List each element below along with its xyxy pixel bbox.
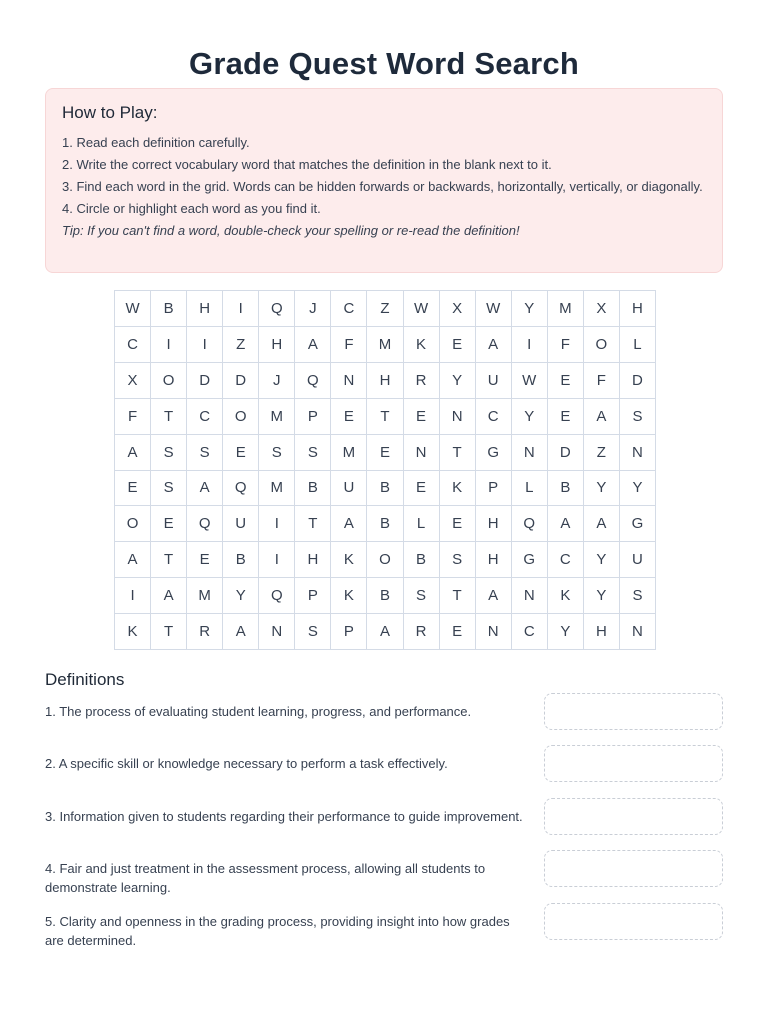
grid-cell[interactable]: Y (584, 578, 620, 614)
grid-cell[interactable]: S (259, 435, 295, 471)
answer-box[interactable] (544, 903, 723, 940)
grid-cell[interactable]: E (440, 327, 476, 363)
grid-cell[interactable]: W (404, 291, 440, 327)
grid-cell[interactable]: C (187, 399, 223, 435)
grid-cell[interactable]: S (151, 435, 187, 471)
grid-cell[interactable]: O (223, 399, 259, 435)
grid-cell[interactable]: N (512, 578, 548, 614)
step-item: 4. Circle or highlight each word as you find it. (62, 201, 321, 216)
how-to-play-steps (62, 133, 706, 218)
grid-cell[interactable]: I (187, 327, 223, 363)
grid-cell[interactable]: E (404, 399, 440, 435)
grid-cell[interactable]: S (404, 578, 440, 614)
grid-cell[interactable]: B (367, 471, 403, 507)
grid-cell[interactable]: D (548, 435, 584, 471)
grid-cell[interactable]: E (404, 471, 440, 507)
grid-cell[interactable]: W (476, 291, 512, 327)
grid-cell[interactable]: Q (295, 363, 331, 399)
grid-cell[interactable]: M (548, 291, 584, 327)
definition-text: 1. The process of evaluating student learning, progress, and performance. (45, 704, 472, 719)
grid-cell[interactable]: Y (223, 578, 259, 614)
grid-cell[interactable]: E (548, 399, 584, 435)
grid-cell[interactable]: A (115, 435, 151, 471)
grid-cell[interactable]: E (187, 542, 223, 578)
grid-cell[interactable]: B (548, 471, 584, 507)
answer-box[interactable] (544, 798, 723, 835)
grid-cell[interactable]: U (331, 471, 367, 507)
grid-cell[interactable]: T (151, 399, 187, 435)
grid-cell[interactable]: Q (223, 471, 259, 507)
grid-cell[interactable]: A (584, 399, 620, 435)
grid-cell[interactable]: C (115, 327, 151, 363)
grid-cell[interactable]: B (295, 471, 331, 507)
grid-cell[interactable]: X (115, 363, 151, 399)
grid-cell[interactable]: A (331, 506, 367, 542)
grid-cell[interactable]: E (440, 506, 476, 542)
grid-cell[interactable]: P (295, 399, 331, 435)
grid-cell[interactable]: K (331, 542, 367, 578)
grid-cell[interactable]: C (331, 291, 367, 327)
grid-cell[interactable]: M (331, 435, 367, 471)
word-search-grid[interactable] (114, 290, 656, 650)
grid-cell[interactable]: U (620, 542, 656, 578)
grid-cell[interactable]: Y (512, 291, 548, 327)
grid-cell[interactable]: O (151, 363, 187, 399)
grid-cell[interactable]: N (404, 435, 440, 471)
grid-cell[interactable]: P (331, 614, 367, 650)
grid-cell[interactable]: I (151, 327, 187, 363)
definition-text: 5. Clarity and openness in the grading process, providing insight into how grades are determined. (45, 914, 510, 948)
grid-cell[interactable]: S (151, 471, 187, 507)
grid-cell[interactable]: E (331, 399, 367, 435)
grid-cell[interactable]: W (115, 291, 151, 327)
grid-cell[interactable]: A (584, 506, 620, 542)
grid-cell[interactable]: D (620, 363, 656, 399)
grid-cell[interactable]: A (476, 578, 512, 614)
grid-cell[interactable]: Y (620, 471, 656, 507)
grid-cell[interactable]: A (187, 471, 223, 507)
grid-cell[interactable]: C (512, 614, 548, 650)
grid-cell[interactable]: T (440, 578, 476, 614)
grid-cell[interactable]: B (151, 291, 187, 327)
definition-text: 4. Fair and just treatment in the assessment process, allowing all students to demonstrate learning. (45, 861, 486, 895)
grid-cell[interactable]: Y (548, 614, 584, 650)
grid-cell[interactable]: Y (584, 542, 620, 578)
grid-cell[interactable]: A (151, 578, 187, 614)
grid-cell[interactable]: M (259, 471, 295, 507)
grid-cell[interactable]: C (548, 542, 584, 578)
step-item: 3. Find each word in the grid. Words can be hidden forwards or backwards, horizontally, vertically, or diagonally. (62, 179, 703, 194)
grid-cell[interactable]: S (295, 614, 331, 650)
grid-cell[interactable]: H (620, 291, 656, 327)
grid-cell[interactable]: K (404, 327, 440, 363)
grid-cell[interactable]: E (548, 363, 584, 399)
grid-cell[interactable]: M (259, 399, 295, 435)
grid-cell[interactable]: H (295, 542, 331, 578)
grid-cell[interactable]: E (115, 471, 151, 507)
grid-cell[interactable]: G (476, 435, 512, 471)
grid-cell[interactable]: B (404, 542, 440, 578)
grid-cell[interactable]: T (151, 614, 187, 650)
grid-cell[interactable]: K (115, 614, 151, 650)
grid-cell[interactable]: Z (367, 291, 403, 327)
grid-cell[interactable]: E (440, 614, 476, 650)
how-to-play-panel (45, 88, 723, 273)
grid-cell[interactable]: U (223, 506, 259, 542)
grid-cell[interactable]: H (476, 542, 512, 578)
tip-text: Tip: If you can't find a word, double-check your spelling or re-read the definition! (62, 223, 520, 238)
grid-cell[interactable]: T (367, 399, 403, 435)
grid-cell[interactable]: G (512, 542, 548, 578)
grid-cell[interactable]: S (187, 435, 223, 471)
grid-cell[interactable]: N (259, 614, 295, 650)
grid-cell[interactable]: J (295, 291, 331, 327)
grid-cell[interactable]: K (548, 578, 584, 614)
grid-cell[interactable]: N (440, 399, 476, 435)
grid-cell[interactable]: F (584, 363, 620, 399)
grid-cell[interactable]: E (223, 435, 259, 471)
grid-cell[interactable]: Z (584, 435, 620, 471)
page-title: Grade Quest Word Search (189, 46, 579, 81)
grid-cell[interactable]: D (187, 363, 223, 399)
grid-cell[interactable]: O (584, 327, 620, 363)
grid-cell[interactable]: L (620, 327, 656, 363)
grid-cell[interactable]: G (620, 506, 656, 542)
grid-cell[interactable]: L (404, 506, 440, 542)
grid-cell[interactable]: M (367, 327, 403, 363)
grid-cell[interactable]: R (404, 363, 440, 399)
grid-cell[interactable]: S (295, 435, 331, 471)
definition-text: 3. Information given to students regarding their performance to guide improvement. (45, 809, 523, 824)
grid-cell[interactable]: X (584, 291, 620, 327)
grid-cell[interactable]: A (548, 506, 584, 542)
grid-cell[interactable]: I (512, 327, 548, 363)
grid-cell[interactable]: Q (259, 578, 295, 614)
grid-cell[interactable]: S (440, 542, 476, 578)
grid-cell[interactable]: H (259, 327, 295, 363)
definitions-heading: Definitions (45, 670, 125, 689)
step-item: 2. Write the correct vocabulary word that matches the definition in the blank next to it. (62, 157, 552, 172)
grid-cell[interactable]: A (295, 327, 331, 363)
grid-cell[interactable]: B (367, 578, 403, 614)
answer-box[interactable] (544, 850, 723, 887)
step-item: 1. Read each definition carefully. (62, 135, 250, 150)
grid-cell[interactable]: A (367, 614, 403, 650)
grid-cell[interactable]: S (620, 399, 656, 435)
grid-cell[interactable]: I (259, 542, 295, 578)
grid-cell[interactable]: J (259, 363, 295, 399)
grid-cell[interactable]: F (548, 327, 584, 363)
grid-cell[interactable]: F (331, 327, 367, 363)
grid-cell[interactable]: I (259, 506, 295, 542)
grid-cell[interactable]: K (440, 471, 476, 507)
grid-cell[interactable]: T (151, 542, 187, 578)
grid-cell[interactable]: O (367, 542, 403, 578)
grid-cell[interactable]: S (620, 578, 656, 614)
grid-cell[interactable]: B (367, 506, 403, 542)
grid-cell[interactable]: E (151, 506, 187, 542)
grid-cell[interactable]: F (115, 399, 151, 435)
grid-cell[interactable]: R (187, 614, 223, 650)
grid-cell[interactable]: D (223, 363, 259, 399)
grid-cell[interactable]: N (331, 363, 367, 399)
grid-cell[interactable]: T (440, 435, 476, 471)
grid-cell[interactable]: N (512, 435, 548, 471)
grid-cell[interactable]: H (187, 291, 223, 327)
grid-cell[interactable]: K (331, 578, 367, 614)
grid-cell[interactable]: Q (259, 291, 295, 327)
grid-cell[interactable]: Q (187, 506, 223, 542)
grid-cell[interactable]: O (115, 506, 151, 542)
grid-cell[interactable]: Y (512, 399, 548, 435)
grid-cell[interactable]: W (512, 363, 548, 399)
grid-cell[interactable]: Z (223, 327, 259, 363)
grid-cell[interactable]: A (476, 327, 512, 363)
grid-cell[interactable]: H (476, 506, 512, 542)
grid-cell[interactable]: P (295, 578, 331, 614)
grid-cell[interactable]: T (295, 506, 331, 542)
definition-text: 2. A specific skill or knowledge necessary to perform a task effectively. (45, 756, 448, 771)
answer-box[interactable] (544, 745, 723, 782)
grid-cell[interactable]: N (620, 614, 656, 650)
grid-cell[interactable]: H (584, 614, 620, 650)
grid-cell[interactable]: Y (440, 363, 476, 399)
grid-cell[interactable]: R (404, 614, 440, 650)
answer-box[interactable] (544, 693, 723, 730)
grid-cell[interactable]: N (476, 614, 512, 650)
grid-cell[interactable]: I (115, 578, 151, 614)
how-to-play-heading: How to Play: (62, 103, 158, 122)
grid-cell[interactable]: E (367, 435, 403, 471)
grid-cell[interactable]: A (115, 542, 151, 578)
grid-cell[interactable]: Q (512, 506, 548, 542)
grid-cell[interactable]: I (223, 291, 259, 327)
grid-cell[interactable]: A (223, 614, 259, 650)
grid-cell[interactable]: X (440, 291, 476, 327)
grid-cell[interactable]: U (476, 363, 512, 399)
grid-cell[interactable]: L (512, 471, 548, 507)
grid-cell[interactable]: C (476, 399, 512, 435)
grid-cell[interactable]: M (187, 578, 223, 614)
grid-cell[interactable]: B (223, 542, 259, 578)
grid-cell[interactable]: P (476, 471, 512, 507)
grid-cell[interactable]: N (620, 435, 656, 471)
grid-cell[interactable]: Y (584, 471, 620, 507)
grid-cell[interactable]: H (367, 363, 403, 399)
